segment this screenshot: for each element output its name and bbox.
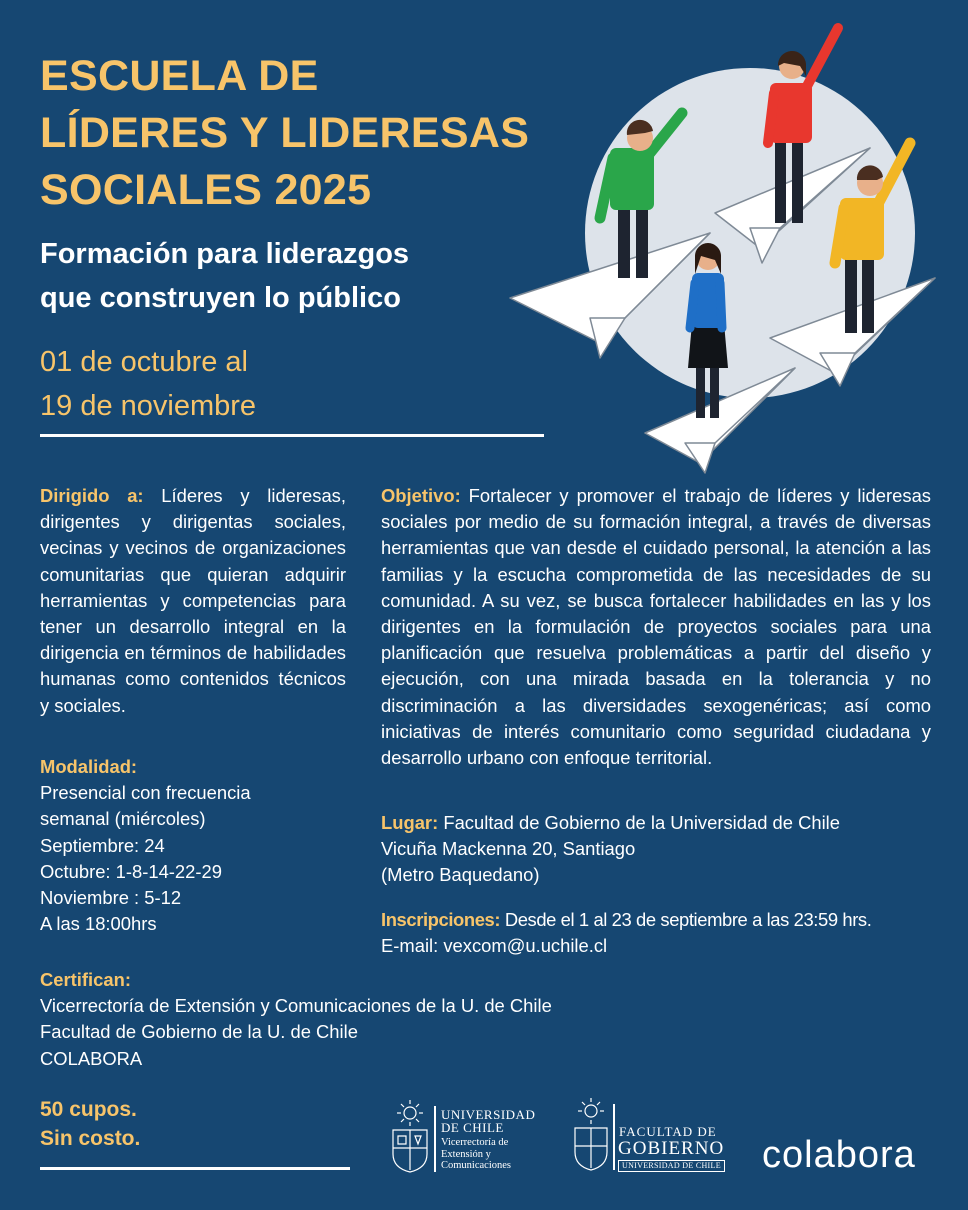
- paper-planes-illustration: [500, 18, 940, 478]
- inscripciones-line: [381, 907, 941, 933]
- dirigido-section: [40, 483, 346, 719]
- title-line-3: SOCIALES 2025: [40, 166, 372, 214]
- lugar-metro: (Metro Baquedano): [381, 864, 540, 886]
- modalidad-line: A las 18:00hrs: [40, 913, 157, 935]
- facultad-line-3: UNIVERSIDAD DE CHILE: [618, 1160, 725, 1172]
- modalidad-line: Octubre: 1-8-14-22-29: [40, 860, 222, 882]
- facultad-seal-icon: [572, 1098, 610, 1172]
- uchile-sub-line-3: Comunicaciones: [441, 1160, 511, 1171]
- modalidad-line: Presencial con frecuencia: [40, 782, 251, 804]
- objetivo-section: [381, 483, 931, 771]
- subtitle-line-1: Formación para liderazgos: [40, 238, 410, 270]
- facultad-line-2: GOBIERNO: [618, 1138, 725, 1159]
- modalidad-section: [40, 754, 360, 937]
- cupos-line-1: 50 cupos.: [40, 1098, 137, 1121]
- title-line-1: ESCUELA DE: [40, 52, 319, 100]
- divider-bottom: [40, 1167, 350, 1170]
- certifican-line: Vicerrectoría de Extensión y Comunicaciones de la U. de Chile: [40, 995, 552, 1017]
- lugar-address: Vicuña Mackenna 20, Santiago: [381, 838, 636, 860]
- date-range: [40, 340, 256, 428]
- objetivo-text: Fortalecer y promover el trabajo de líderes y lideresas sociales por medio de su formación integral, a través de diversas herramientas que van desde el cuidado personal, la atención a las familias y la escucha comprometida de las necesidades de su comunidad. A su vez, se busca fortalecer habilidades en las y los dirigentes en la formulación de proyectos sociales para una planificación que resuelva problemáticas a partir del diseño y ejecución, con una mirada basada en la tolerancia y no discriminación a las diversidades sexogenéricas; así como iniciativas de interés comunitario como seguridad ciudadana y desarrollo urbano con enfoque territorial.: [381, 485, 931, 769]
- certifican-line: Facultad de Gobierno de la U. de Chile: [40, 1021, 358, 1043]
- facultad-divider: [613, 1104, 615, 1170]
- uchile-divider: [434, 1106, 436, 1172]
- lugar-line-1: [381, 810, 941, 836]
- dirigido-label: Dirigido a:: [40, 485, 144, 506]
- email-link[interactable]: E-mail: vexcom@u.uchile.cl: [381, 935, 608, 957]
- inscripciones-label: Inscripciones:: [381, 909, 501, 930]
- colabora-logo: colabora: [762, 1134, 916, 1176]
- objetivo-label: Objetivo:: [381, 485, 461, 506]
- lugar-label: Lugar:: [381, 812, 439, 833]
- facultad-line-1: FACULTAD DE: [619, 1124, 717, 1139]
- lugar-section: [381, 810, 941, 889]
- facultad-gobierno-logo: [572, 1098, 732, 1178]
- modalidad-line: Noviembre : 5-12: [40, 887, 182, 909]
- certifican-section: [40, 967, 680, 1072]
- uchile-sub-line-1: Vicerrectoría de: [441, 1137, 509, 1148]
- modalidad-label: Modalidad:: [40, 756, 138, 777]
- date-line-1: 01 de octubre al: [40, 346, 248, 378]
- divider-top: [40, 434, 544, 437]
- uchile-subunit: [441, 1137, 511, 1172]
- cupos-badge: [40, 1095, 140, 1153]
- dirigido-text: Líderes y lideresas, dirigentes y dirigentas sociales, vecinas y vecinos de organizaciones comunitarias que quieran adquirir herramientas y competencias para tener un desarrollo integral en la dirigencia en términos de habilidades humanas como contenidos técnicos y sociales.: [40, 485, 346, 716]
- cupos-line-2: Sin costo.: [40, 1127, 141, 1150]
- subtitle-line-2: que construyen lo público: [40, 282, 401, 314]
- modalidad-line: Septiembre: 24: [40, 834, 165, 856]
- uchile-line-1: UNIVERSIDAD: [441, 1107, 536, 1122]
- uchile-name: [441, 1108, 535, 1134]
- inscripciones-section: [381, 907, 941, 959]
- certifican-line: COLABORA: [40, 1047, 143, 1069]
- modalidad-line: semanal (miércoles): [40, 808, 206, 830]
- date-line-2: 19 de noviembre: [40, 390, 257, 422]
- uchile-seal-icon: [390, 1100, 430, 1174]
- subtitle: [40, 232, 560, 320]
- title-line-2: LÍDERES Y LIDERESAS: [40, 109, 530, 157]
- certifican-label: Certifican:: [40, 969, 131, 990]
- uchile-sub-line-2: Extensión y: [441, 1148, 491, 1160]
- uchile-logo: [390, 1100, 550, 1180]
- uchile-line-2: DE CHILE: [441, 1120, 504, 1135]
- inscripciones-text: Desde el 1 al 23 de septiembre a las 23:59 hrs.: [504, 909, 872, 930]
- lugar-text: Facultad de Gobierno de la Universidad de Chile: [443, 812, 840, 833]
